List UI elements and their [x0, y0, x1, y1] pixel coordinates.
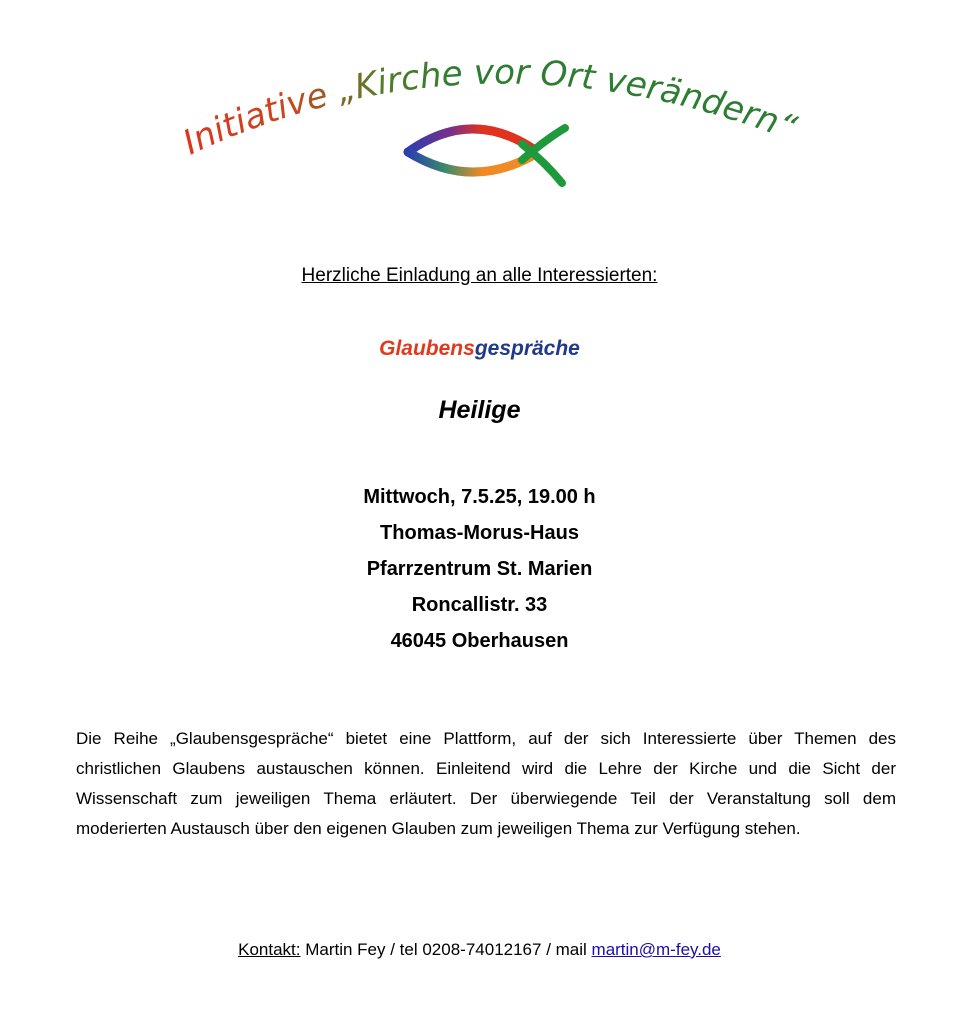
event-details	[0, 479, 959, 659]
event-street: Roncallistr. 33	[411, 594, 548, 616]
event-datetime: Mittwoch, 7.5.25, 19.00 h	[363, 486, 596, 508]
logo-arc-text: Initiative „Kirche vor Ort verändern“	[177, 52, 802, 164]
logo-graphic	[150, 40, 830, 210]
event-parish-center: Pfarrzentrum St. Marien	[366, 558, 593, 580]
ichthys-fish-icon	[408, 128, 565, 183]
contact-label: Kontakt:	[238, 940, 301, 959]
email-link[interactable]: martin@m-fey.de	[591, 940, 721, 959]
series-title	[0, 337, 959, 361]
contact-text: Martin Fey / tel 0208-74012167 / mail	[300, 940, 592, 959]
description-paragraph: Die Reihe „Glaubensgespräche“ bietet eine Plattform, auf der sich Interessierte über Themen des christlichen Glaubens austauschen können. Einleitend wird die Lehre der Kirche und die Sicht der Wissenschaft zum jeweiligen Thema erläutert. Der überwiegende Teil der Veranstaltung soll dem moderierten Austausch über den eigenen Glauben zum jeweiligen Thema zur Verfügung stehen.	[76, 729, 896, 838]
event-topic: Heilige	[438, 396, 521, 424]
series-title-part2: gespräche	[474, 337, 580, 360]
invitation-heading: Herzliche Einladung an alle Interessierten:	[301, 265, 658, 286]
contact-line	[0, 940, 959, 960]
series-title-part1: Glaubens	[379, 337, 475, 360]
event-venue: Thomas-Morus-Haus	[380, 522, 579, 544]
initiative-logo	[150, 40, 830, 210]
event-city: 46045 Oberhausen	[390, 630, 569, 652]
